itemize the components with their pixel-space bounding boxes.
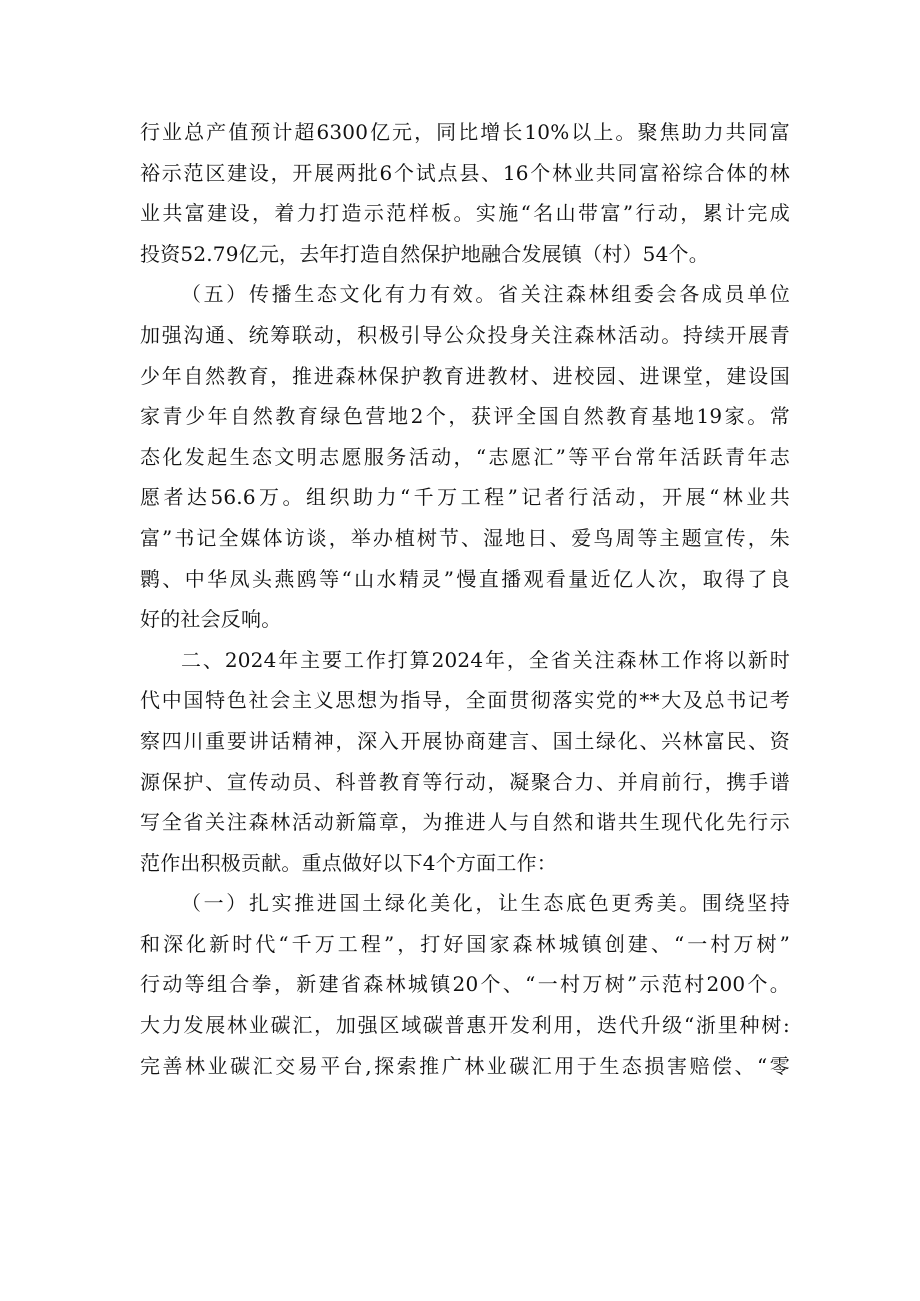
paragraph: [140, 883, 790, 1086]
text-line: 和深化新时代“千万工程”，打好国家森林城镇创建、“一村万树”: [140, 931, 790, 956]
text-line: 少年自然教育，推进森林保护教育进教材、进校园、进课堂，建设国: [140, 363, 790, 388]
text-line: 察四川重要讲话精神，深入开展协商建言、国土绿化、兴林富民、资: [140, 728, 790, 753]
paragraph: [140, 640, 790, 884]
text-line: 加强沟通、统筹联动，积极引导公众投身关注森林活动。持续开展青: [140, 322, 790, 347]
text-line: 好的社会反响。: [140, 607, 282, 632]
text-line: （一）扎实推进国土绿化美化，让生态底色更秀美。围绕坚持: [181, 891, 790, 916]
text-line: 行业总产值预计超6300亿元，同比增长10%以上。聚焦助力共同富: [140, 120, 790, 144]
text-line: 大力发展林业碳汇，加强区域碳普惠开发利用，迭代升级“浙里种树:: [140, 1013, 790, 1038]
text-line: 写全省关注森林活动新篇章，为推进人与自然和谐共生现代化先行示: [140, 810, 790, 835]
text-line: 投资52.79亿元，去年打造自然保护地融合发展镇（村）54个。: [140, 241, 709, 266]
text-line: 源保护、宣传动员、科普教育等行动，凝聚合力、并肩前行，携手谱: [140, 769, 790, 794]
text-line: 业共富建设，着力打造示范样板。实施“名山带富”行动，累计完成: [140, 201, 790, 226]
text-line: 完善林业碳汇交易平台,探索推广林业碳汇用于生态损害赔偿、“零: [140, 1053, 790, 1078]
text-line: 代中国特色社会主义思想为指导，全面贯彻落实党的**大及总书记考: [140, 688, 790, 713]
text-line: （五）传播生态文化有力有效。省关注森林组委会各成员单位: [181, 282, 790, 307]
text-line: 裕示范区建设，开展两批6个试点县、16个林业共同富裕综合体的林: [140, 160, 790, 185]
text-line: 家青少年自然教育绿色营地2个，获评全国自然教育基地19家。常: [140, 404, 790, 429]
text-line: 愿者达56.6万。组织助力“千万工程”记者行活动，开展“林业共: [140, 485, 790, 510]
text-line: 行动等组合拳，新建省森林城镇20个、“一村万树”示范村200个。: [140, 972, 790, 997]
text-line: 二、2024年主要工作打算2024年，全省关注森林工作将以新时: [181, 647, 790, 672]
text-line: 范作出积极贡献。重点做好以下4个方面工作：: [140, 850, 557, 875]
text-line: 态化发起生态文明志愿服务活动，“志愿汇”等平台常年活跃青年志: [140, 444, 790, 469]
document-body: [140, 112, 790, 1086]
text-line: 富”书记全媒体访谈，举办植树节、湿地日、爱鸟周等主题宣传，朱: [140, 525, 790, 550]
text-line: 鹮、中华凤头燕鸥等“山水精灵”慢直播观看量近亿人次，取得了良: [140, 566, 790, 591]
paragraph: [140, 112, 790, 274]
paragraph: [140, 274, 790, 639]
